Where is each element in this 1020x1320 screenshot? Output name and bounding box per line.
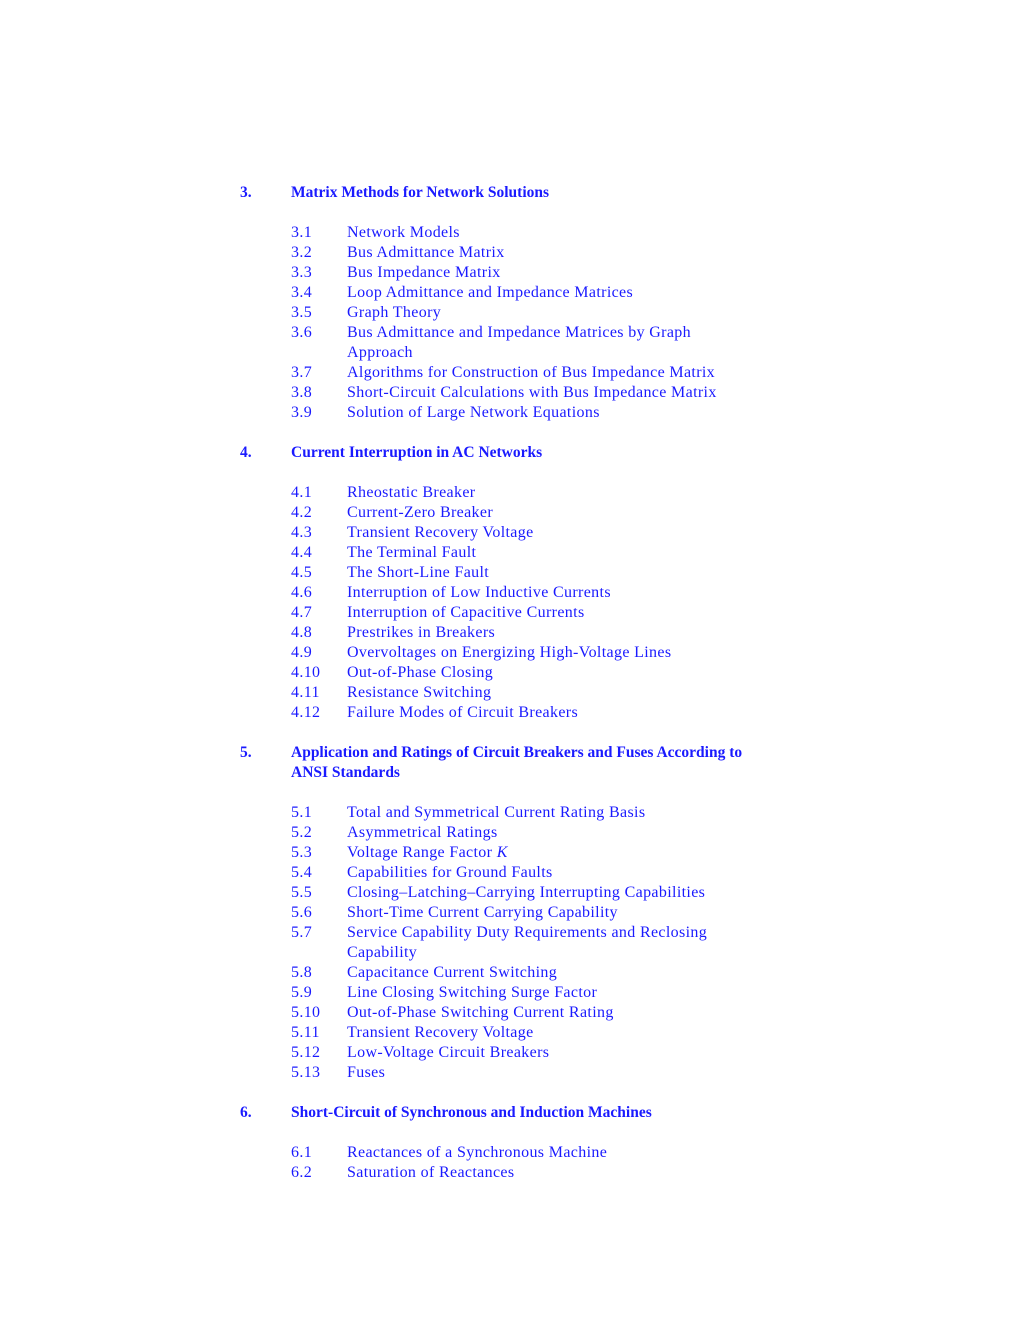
section-number: 5.11	[291, 1024, 320, 1041]
section-title-text: Rheostatic Breaker	[347, 484, 476, 501]
toc-section-entry[interactable]	[291, 503, 860, 523]
section-title-link[interactable]	[347, 903, 747, 923]
section-title-text: Resistance Switching	[347, 684, 492, 701]
section-number: 3.1	[291, 224, 313, 241]
toc-section-entry[interactable]	[291, 1003, 860, 1023]
section-number: 3.4	[291, 284, 313, 301]
section-title-text: Short-Time Current Carrying Capability	[347, 904, 618, 921]
section-title-text: Failure Modes of Circuit Breakers	[347, 704, 579, 721]
section-number: 3.3	[291, 264, 313, 281]
section-number: 4.4	[291, 544, 313, 561]
section-number: 5.13	[291, 1064, 321, 1081]
section-title-text: Loop Admittance and Impedance Matrices	[347, 284, 634, 301]
section-number: 4.9	[291, 644, 313, 661]
chapter-heading[interactable]	[240, 183, 860, 203]
toc-section-entry[interactable]	[291, 323, 860, 363]
section-title-link[interactable]	[347, 383, 747, 403]
section-title-link[interactable]	[347, 1063, 747, 1083]
section-title-link[interactable]	[347, 623, 747, 643]
section-title-link[interactable]	[347, 1003, 747, 1023]
toc-section-entry[interactable]	[291, 1063, 860, 1083]
section-number: 5.2	[291, 824, 313, 841]
section-number: 4.3	[291, 524, 313, 541]
section-number: 4.2	[291, 504, 313, 521]
section-number: 4.11	[291, 684, 320, 701]
section-title-text: Bus Impedance Matrix	[347, 264, 501, 281]
section-number: 6.2	[291, 1164, 313, 1181]
toc-section-entry[interactable]	[291, 363, 860, 383]
section-title-text: Transient Recovery Voltage	[347, 1024, 534, 1041]
section-title-text: Fuses	[347, 1064, 386, 1081]
toc-section-entry[interactable]	[291, 623, 860, 643]
chapter-heading[interactable]	[240, 743, 860, 783]
section-number: 4.12	[291, 704, 321, 721]
toc-section-entry[interactable]	[291, 1023, 860, 1043]
toc-chapter	[240, 1103, 860, 1183]
section-title-text: Reactances of a Synchronous Machine	[347, 1144, 608, 1161]
section-title-text: Network Models	[347, 224, 460, 241]
section-title-link[interactable]	[347, 963, 747, 983]
section-number: 5.9	[291, 984, 313, 1001]
toc-section-entry[interactable]	[291, 843, 860, 863]
section-title-text: Service Capability Duty Requirements and Reclosing Capability	[347, 924, 708, 961]
section-number: 3.7	[291, 364, 313, 381]
section-title-link[interactable]	[347, 483, 747, 503]
section-number: 6.1	[291, 1144, 313, 1161]
section-number: 4.1	[291, 484, 313, 501]
section-number: 5.10	[291, 1004, 321, 1021]
section-title-text: Bus Admittance Matrix	[347, 244, 505, 261]
toc-section-entry[interactable]	[291, 263, 860, 283]
section-title-text: Capabilities for Ground Faults	[347, 864, 553, 881]
section-title-text: Closing–Latching–Carrying Interrupting Capabilities	[347, 884, 706, 901]
section-title-link[interactable]	[347, 303, 747, 323]
toc-section-entry[interactable]	[291, 403, 860, 423]
section-title-link[interactable]	[347, 663, 747, 683]
toc-section-entry[interactable]	[291, 1163, 860, 1183]
section-title-link[interactable]	[347, 1163, 747, 1183]
chapter-title-link[interactable]: Current Interruption in AC Networks	[291, 444, 543, 461]
section-number: 3.2	[291, 244, 313, 261]
section-title-text: Asymmetrical Ratings	[347, 824, 498, 841]
toc-section-entry[interactable]	[291, 283, 860, 303]
section-title-text: Graph Theory	[347, 304, 442, 321]
toc-section-entry[interactable]	[291, 663, 860, 683]
section-title-text: Out-of-Phase Switching Current Rating	[347, 1004, 614, 1021]
section-title-link[interactable]	[347, 523, 747, 543]
section-number: 4.10	[291, 664, 321, 681]
section-number: 5.8	[291, 964, 313, 981]
chapter-heading[interactable]	[240, 1103, 860, 1123]
section-title-text: Algorithms for Construction of Bus Impedance Matrix	[347, 364, 716, 381]
section-title-link[interactable]	[347, 503, 747, 523]
section-title-text: Interruption of Capacitive Currents	[347, 604, 585, 621]
section-title-link[interactable]	[347, 363, 747, 383]
toc-section-entry[interactable]	[291, 543, 860, 563]
toc-section-entry[interactable]	[291, 523, 860, 543]
chapter-number: 4.	[240, 444, 252, 461]
toc-section-entry[interactable]	[291, 803, 860, 823]
section-title-text: Bus Admittance and Impedance Matrices by Graph Approach	[347, 324, 691, 361]
toc-chapter	[240, 443, 860, 723]
section-title-link[interactable]	[347, 1043, 747, 1063]
section-title-link[interactable]	[347, 263, 747, 283]
section-title-link[interactable]	[347, 643, 747, 663]
toc-section-entry[interactable]	[291, 703, 860, 723]
section-number: 5.6	[291, 904, 313, 921]
section-title-link[interactable]	[347, 1023, 747, 1043]
toc-section-entry[interactable]	[291, 903, 860, 923]
section-list	[240, 803, 860, 1083]
section-title-link[interactable]	[347, 283, 747, 303]
toc-section-entry[interactable]	[291, 963, 860, 983]
toc-section-entry[interactable]	[291, 583, 860, 603]
section-number: 4.5	[291, 564, 313, 581]
section-title-text: Short-Circuit Calculations with Bus Impedance Matrix	[347, 384, 717, 401]
section-title-text: Capacitance Current Switching	[347, 964, 558, 981]
section-title-link[interactable]	[347, 543, 747, 563]
toc-section-entry[interactable]	[291, 683, 860, 703]
section-title-link[interactable]	[347, 683, 747, 703]
section-title-link[interactable]	[347, 703, 747, 723]
chapter-title-link[interactable]: Application and Ratings of Circuit Breakers and Fuses According to ANSI Standards	[291, 744, 743, 781]
toc-section-entry[interactable]	[291, 923, 860, 963]
section-title-link[interactable]	[347, 323, 747, 363]
chapter-number: 6.	[240, 1104, 252, 1121]
section-title-text: The Terminal Fault	[347, 544, 477, 561]
table-of-contents	[240, 183, 860, 1203]
chapter-title-link[interactable]: Matrix Methods for Network Solutions	[291, 184, 550, 201]
section-title-text: Transient Recovery Voltage	[347, 524, 534, 541]
section-number: 5.3	[291, 844, 313, 861]
chapter-title-link[interactable]: Short-Circuit of Synchronous and Induction Machines	[291, 1104, 652, 1121]
section-title-italic: K	[496, 844, 508, 861]
toc-section-entry[interactable]	[291, 1143, 860, 1163]
chapter-heading[interactable]	[240, 443, 860, 463]
section-list	[240, 223, 860, 423]
section-title-text: Overvoltages on Energizing High-Voltage Lines	[347, 644, 672, 661]
section-number: 5.7	[291, 924, 313, 941]
section-title-link[interactable]	[347, 563, 747, 583]
section-title-text: Out-of-Phase Closing	[347, 664, 494, 681]
section-title-link[interactable]	[347, 863, 747, 883]
section-title-text: Total and Symmetrical Current Rating Basis	[347, 804, 646, 821]
section-title-text: Current-Zero Breaker	[347, 504, 494, 521]
section-title-text: Line Closing Switching Surge Factor	[347, 984, 598, 1001]
toc-section-entry[interactable]	[291, 983, 860, 1003]
section-title-link[interactable]	[347, 923, 747, 963]
section-title-link[interactable]	[347, 223, 747, 243]
section-title-text: Solution of Large Network Equations	[347, 404, 600, 421]
section-title-text: Voltage Range Factor	[347, 844, 493, 861]
toc-section-entry[interactable]	[291, 243, 860, 263]
section-number: 5.5	[291, 884, 313, 901]
chapter-number: 3.	[240, 184, 252, 201]
section-title-text: Low-Voltage Circuit Breakers	[347, 1044, 550, 1061]
toc-section-entry[interactable]	[291, 383, 860, 403]
toc-chapter	[240, 743, 860, 1083]
section-number: 4.7	[291, 604, 313, 621]
chapter-number: 5.	[240, 744, 252, 761]
section-title-text: Interruption of Low Inductive Currents	[347, 584, 611, 601]
section-title-link[interactable]	[347, 1143, 747, 1163]
section-number: 3.5	[291, 304, 313, 321]
toc-section-entry[interactable]	[291, 223, 860, 243]
toc-section-entry[interactable]	[291, 1043, 860, 1063]
section-number: 3.9	[291, 404, 313, 421]
section-list	[240, 483, 860, 723]
section-title-link[interactable]	[347, 883, 747, 903]
section-title-link[interactable]	[347, 403, 747, 423]
section-title-link[interactable]	[347, 803, 747, 823]
section-number: 3.8	[291, 384, 313, 401]
section-number: 5.4	[291, 864, 313, 881]
toc-section-entry[interactable]	[291, 883, 860, 903]
section-title-link[interactable]	[347, 603, 747, 623]
section-title-text: The Short-Line Fault	[347, 564, 490, 581]
section-title-text: Saturation of Reactances	[347, 1164, 515, 1181]
section-title-text: Prestrikes in Breakers	[347, 624, 496, 641]
section-number: 5.1	[291, 804, 313, 821]
section-number: 4.6	[291, 584, 313, 601]
toc-chapter	[240, 183, 860, 423]
section-title-link[interactable]	[347, 583, 747, 603]
toc-section-entry[interactable]	[291, 483, 860, 503]
section-list	[240, 1143, 860, 1183]
toc-section-entry[interactable]	[291, 603, 860, 623]
toc-section-entry[interactable]	[291, 863, 860, 883]
section-number: 4.8	[291, 624, 313, 641]
toc-section-entry[interactable]	[291, 303, 860, 323]
section-title-link[interactable]	[347, 983, 747, 1003]
section-title-link[interactable]	[347, 843, 747, 863]
toc-section-entry[interactable]	[291, 823, 860, 843]
section-title-link[interactable]	[347, 823, 747, 843]
toc-section-entry[interactable]	[291, 643, 860, 663]
section-number: 3.6	[291, 324, 313, 341]
section-title-link[interactable]	[347, 243, 747, 263]
section-number: 5.12	[291, 1044, 321, 1061]
toc-section-entry[interactable]	[291, 563, 860, 583]
